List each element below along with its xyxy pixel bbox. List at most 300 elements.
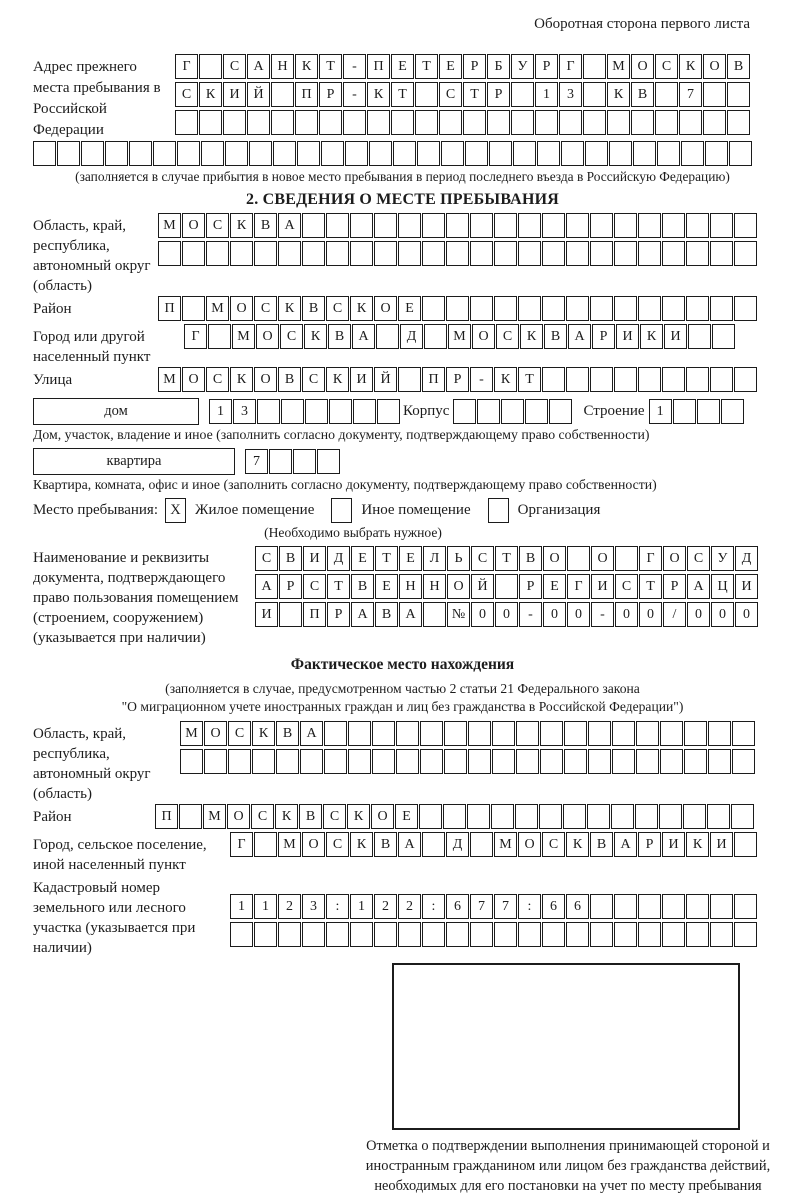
form-cell[interactable]: - — [343, 82, 366, 107]
form-cell[interactable] — [271, 110, 294, 135]
form-cell[interactable]: М — [206, 296, 229, 321]
form-cell[interactable] — [590, 367, 613, 392]
form-cell[interactable]: Д — [327, 546, 350, 571]
form-cell[interactable] — [540, 721, 563, 746]
form-cell[interactable]: - — [343, 54, 366, 79]
form-cell[interactable]: Ь — [447, 546, 470, 571]
form-cell[interactable]: Р — [319, 82, 342, 107]
form-cell[interactable]: С — [228, 721, 251, 746]
form-cell[interactable]: Р — [519, 574, 542, 599]
form-cell[interactable]: А — [614, 832, 637, 857]
form-cell[interactable] — [415, 82, 438, 107]
form-cell[interactable]: С — [175, 82, 198, 107]
form-cell[interactable] — [398, 367, 421, 392]
form-cell[interactable] — [105, 141, 128, 166]
form-cell[interactable] — [559, 110, 582, 135]
form-cell[interactable]: Т — [375, 546, 398, 571]
form-cell[interactable] — [655, 82, 678, 107]
form-cell[interactable]: Р — [279, 574, 302, 599]
form-cell[interactable] — [230, 241, 253, 266]
form-cell[interactable]: В — [328, 324, 351, 349]
form-cell[interactable]: О — [703, 54, 726, 79]
form-cell[interactable] — [708, 749, 731, 774]
form-cell[interactable]: Н — [399, 574, 422, 599]
form-cell[interactable]: С — [302, 367, 325, 392]
form-cell[interactable] — [614, 894, 637, 919]
form-cell[interactable]: В — [351, 574, 374, 599]
form-cell[interactable] — [686, 296, 709, 321]
form-cell[interactable] — [345, 141, 368, 166]
form-cell[interactable] — [727, 110, 750, 135]
form-cell[interactable] — [249, 141, 272, 166]
form-cell[interactable]: 2 — [278, 894, 301, 919]
form-cell[interactable]: В — [375, 602, 398, 627]
form-cell[interactable] — [684, 721, 707, 746]
form-cell[interactable] — [353, 399, 376, 424]
form-cell[interactable]: Ц — [711, 574, 734, 599]
form-cell[interactable] — [614, 296, 637, 321]
form-cell[interactable]: С — [251, 804, 274, 829]
form-cell[interactable]: М — [158, 367, 181, 392]
form-cell[interactable]: 6 — [566, 894, 589, 919]
form-cell[interactable] — [470, 922, 493, 947]
form-cell[interactable]: О — [182, 213, 205, 238]
form-cell[interactable]: И — [255, 602, 278, 627]
form-cell[interactable] — [518, 922, 541, 947]
form-cell[interactable]: Е — [439, 54, 462, 79]
form-cell[interactable]: В — [254, 213, 277, 238]
form-cell[interactable] — [515, 804, 538, 829]
form-cell[interactable]: С — [254, 296, 277, 321]
form-cell[interactable] — [660, 721, 683, 746]
form-cell[interactable]: Е — [391, 54, 414, 79]
form-cell[interactable] — [377, 399, 400, 424]
form-cell[interactable] — [686, 922, 709, 947]
form-cell[interactable] — [705, 141, 728, 166]
form-cell[interactable]: С — [471, 546, 494, 571]
form-cell[interactable] — [374, 922, 397, 947]
form-cell[interactable] — [273, 141, 296, 166]
form-cell[interactable] — [662, 296, 685, 321]
form-cell[interactable] — [614, 367, 637, 392]
form-cell[interactable]: Т — [518, 367, 541, 392]
form-cell[interactable]: О — [230, 296, 253, 321]
form-cell[interactable] — [566, 213, 589, 238]
form-cell[interactable]: 2 — [398, 894, 421, 919]
form-cell[interactable] — [588, 721, 611, 746]
form-cell[interactable] — [494, 213, 517, 238]
form-cell[interactable]: О — [543, 546, 566, 571]
form-cell[interactable] — [422, 296, 445, 321]
form-cell[interactable]: В — [276, 721, 299, 746]
form-cell[interactable] — [660, 749, 683, 774]
form-cell[interactable]: В — [299, 804, 322, 829]
form-cell[interactable]: О — [518, 832, 541, 857]
form-cell[interactable]: 1 — [535, 82, 558, 107]
form-cell[interactable] — [731, 804, 754, 829]
form-cell[interactable] — [495, 574, 518, 599]
form-cell[interactable] — [326, 241, 349, 266]
form-cell[interactable]: Р — [663, 574, 686, 599]
form-cell[interactable] — [446, 922, 469, 947]
form-cell[interactable] — [518, 296, 541, 321]
form-cell[interactable] — [566, 367, 589, 392]
form-cell[interactable] — [179, 804, 202, 829]
form-cell[interactable]: А — [351, 602, 374, 627]
form-cell[interactable]: О — [374, 296, 397, 321]
form-cell[interactable]: С — [687, 546, 710, 571]
form-cell[interactable]: В — [279, 546, 302, 571]
form-cell[interactable] — [317, 449, 340, 474]
form-cell[interactable] — [686, 894, 709, 919]
form-cell[interactable]: К — [566, 832, 589, 857]
form-cell[interactable] — [615, 546, 638, 571]
form-cell[interactable] — [707, 804, 730, 829]
form-cell[interactable]: : — [422, 894, 445, 919]
form-cell[interactable] — [199, 54, 222, 79]
form-cell[interactable]: М — [180, 721, 203, 746]
form-cell[interactable]: К — [350, 832, 373, 857]
form-cell[interactable] — [441, 141, 464, 166]
form-cell[interactable] — [590, 922, 613, 947]
form-cell[interactable]: В — [374, 832, 397, 857]
form-cell[interactable]: В — [727, 54, 750, 79]
form-cell[interactable]: Р — [592, 324, 615, 349]
form-cell[interactable]: Й — [374, 367, 397, 392]
form-cell[interactable] — [467, 804, 490, 829]
form-cell[interactable]: Е — [398, 296, 421, 321]
form-cell[interactable]: Д — [446, 832, 469, 857]
form-cell[interactable]: О — [256, 324, 279, 349]
form-cell[interactable]: М — [607, 54, 630, 79]
form-cell[interactable]: Т — [495, 546, 518, 571]
form-cell[interactable]: К — [326, 367, 349, 392]
form-cell[interactable] — [539, 804, 562, 829]
form-cell[interactable]: С — [326, 832, 349, 857]
form-cell[interactable]: - — [591, 602, 614, 627]
form-cell[interactable] — [201, 141, 224, 166]
form-cell[interactable]: Е — [351, 546, 374, 571]
form-cell[interactable] — [492, 721, 515, 746]
form-cell[interactable]: Й — [471, 574, 494, 599]
form-cell[interactable]: Д — [400, 324, 423, 349]
form-cell[interactable] — [492, 749, 515, 774]
form-cell[interactable] — [468, 749, 491, 774]
form-cell[interactable] — [487, 110, 510, 135]
form-cell[interactable] — [638, 894, 661, 919]
form-cell[interactable] — [422, 832, 445, 857]
form-cell[interactable] — [278, 922, 301, 947]
form-cell[interactable] — [564, 721, 587, 746]
form-cell[interactable]: 2 — [374, 894, 397, 919]
form-cell[interactable] — [638, 241, 661, 266]
form-cell[interactable] — [257, 399, 280, 424]
form-cell[interactable]: И — [616, 324, 639, 349]
form-cell[interactable]: М — [278, 832, 301, 857]
form-cell[interactable] — [319, 110, 342, 135]
form-cell[interactable]: Р — [463, 54, 486, 79]
form-cell[interactable]: : — [518, 894, 541, 919]
form-cell[interactable]: П — [158, 296, 181, 321]
form-cell[interactable]: К — [278, 296, 301, 321]
form-cell[interactable]: К — [304, 324, 327, 349]
form-cell[interactable] — [697, 399, 720, 424]
form-cell[interactable]: К — [295, 54, 318, 79]
form-cell[interactable] — [295, 110, 318, 135]
form-cell[interactable]: 1 — [230, 894, 253, 919]
form-cell[interactable] — [583, 54, 606, 79]
form-cell[interactable] — [278, 241, 301, 266]
form-cell[interactable] — [609, 141, 632, 166]
form-cell[interactable]: М — [494, 832, 517, 857]
form-cell[interactable] — [516, 749, 539, 774]
form-cell[interactable] — [657, 141, 680, 166]
form-cell[interactable] — [182, 296, 205, 321]
form-cell[interactable] — [638, 296, 661, 321]
form-cell[interactable]: Т — [639, 574, 662, 599]
form-cell[interactable]: С — [323, 804, 346, 829]
form-cell[interactable]: М — [448, 324, 471, 349]
form-cell[interactable] — [158, 241, 181, 266]
form-cell[interactable] — [129, 141, 152, 166]
form-cell[interactable]: Г — [639, 546, 662, 571]
form-cell[interactable] — [638, 213, 661, 238]
form-cell[interactable]: А — [300, 721, 323, 746]
form-cell[interactable]: С — [496, 324, 519, 349]
form-cell[interactable] — [542, 213, 565, 238]
form-cell[interactable]: Н — [271, 54, 294, 79]
form-cell[interactable]: К — [230, 213, 253, 238]
form-cell[interactable] — [444, 721, 467, 746]
form-cell[interactable] — [465, 141, 488, 166]
form-cell[interactable]: А — [352, 324, 375, 349]
form-cell[interactable] — [177, 141, 200, 166]
form-cell[interactable]: О — [447, 574, 470, 599]
form-cell[interactable] — [324, 721, 347, 746]
form-cell[interactable] — [686, 367, 709, 392]
form-cell[interactable]: Т — [463, 82, 486, 107]
form-cell[interactable] — [662, 241, 685, 266]
form-cell[interactable] — [367, 110, 390, 135]
form-cell[interactable] — [583, 110, 606, 135]
form-cell[interactable] — [206, 241, 229, 266]
form-cell[interactable] — [734, 367, 757, 392]
form-cell[interactable]: С — [615, 574, 638, 599]
form-cell[interactable] — [703, 82, 726, 107]
form-cell[interactable]: Г — [184, 324, 207, 349]
form-cell[interactable]: П — [295, 82, 318, 107]
form-cell[interactable]: К — [350, 296, 373, 321]
form-cell[interactable] — [252, 749, 275, 774]
form-cell[interactable] — [376, 324, 399, 349]
form-cell[interactable] — [633, 141, 656, 166]
form-cell[interactable] — [297, 141, 320, 166]
form-cell[interactable] — [712, 324, 735, 349]
form-cell[interactable]: П — [422, 367, 445, 392]
form-cell[interactable]: Е — [395, 804, 418, 829]
form-cell[interactable] — [470, 832, 493, 857]
form-cell[interactable]: Т — [327, 574, 350, 599]
form-cell[interactable]: О — [591, 546, 614, 571]
form-cell[interactable] — [305, 399, 328, 424]
form-cell[interactable]: 3 — [559, 82, 582, 107]
form-cell[interactable]: И — [350, 367, 373, 392]
form-cell[interactable] — [372, 749, 395, 774]
form-cell[interactable]: О — [302, 832, 325, 857]
form-cell[interactable] — [734, 213, 757, 238]
form-cell[interactable]: № — [447, 602, 470, 627]
form-cell[interactable] — [542, 296, 565, 321]
form-cell[interactable] — [662, 367, 685, 392]
form-cell[interactable] — [398, 922, 421, 947]
form-cell[interactable] — [443, 804, 466, 829]
form-cell[interactable] — [681, 141, 704, 166]
form-cell[interactable] — [662, 922, 685, 947]
form-cell[interactable]: Д — [735, 546, 758, 571]
form-cell[interactable]: О — [227, 804, 250, 829]
form-cell[interactable] — [708, 721, 731, 746]
form-cell[interactable]: У — [511, 54, 534, 79]
form-cell[interactable] — [326, 922, 349, 947]
form-cell[interactable]: С — [326, 296, 349, 321]
form-cell[interactable] — [612, 749, 635, 774]
form-cell[interactable]: Б — [487, 54, 510, 79]
form-cell[interactable]: В — [519, 546, 542, 571]
form-cell[interactable] — [494, 241, 517, 266]
form-cell[interactable]: 0 — [687, 602, 710, 627]
form-cell[interactable]: Р — [487, 82, 510, 107]
form-cell[interactable]: В — [278, 367, 301, 392]
form-cell[interactable]: А — [398, 832, 421, 857]
form-cell[interactable]: / — [663, 602, 686, 627]
form-cell[interactable]: С — [255, 546, 278, 571]
form-cell[interactable] — [398, 241, 421, 266]
form-cell[interactable]: К — [367, 82, 390, 107]
form-cell[interactable] — [662, 213, 685, 238]
form-cell[interactable] — [372, 721, 395, 746]
form-cell[interactable]: О — [204, 721, 227, 746]
form-cell[interactable]: С — [206, 367, 229, 392]
form-cell[interactable] — [561, 141, 584, 166]
form-cell[interactable] — [638, 367, 661, 392]
form-cell[interactable] — [590, 213, 613, 238]
form-cell[interactable] — [254, 832, 277, 857]
checkbox-organization[interactable] — [488, 498, 509, 523]
form-cell[interactable] — [585, 141, 608, 166]
form-cell[interactable]: - — [470, 367, 493, 392]
form-cell[interactable] — [590, 241, 613, 266]
form-cell[interactable]: Р — [535, 54, 558, 79]
form-cell[interactable] — [683, 804, 706, 829]
form-cell[interactable]: П — [303, 602, 326, 627]
form-cell[interactable] — [710, 296, 733, 321]
form-cell[interactable]: И — [710, 832, 733, 857]
form-cell[interactable] — [631, 110, 654, 135]
form-cell[interactable] — [564, 749, 587, 774]
form-cell[interactable]: В — [544, 324, 567, 349]
form-cell[interactable]: С — [280, 324, 303, 349]
form-cell[interactable]: П — [367, 54, 390, 79]
form-cell[interactable]: Е — [375, 574, 398, 599]
form-cell[interactable]: 7 — [470, 894, 493, 919]
form-cell[interactable] — [662, 894, 685, 919]
form-cell[interactable] — [511, 110, 534, 135]
form-cell[interactable] — [324, 749, 347, 774]
form-cell[interactable] — [688, 324, 711, 349]
form-cell[interactable] — [590, 894, 613, 919]
form-cell[interactable]: И — [735, 574, 758, 599]
form-cell[interactable] — [302, 213, 325, 238]
form-cell[interactable] — [727, 82, 750, 107]
form-cell[interactable]: М — [203, 804, 226, 829]
form-cell[interactable]: В — [631, 82, 654, 107]
form-cell[interactable] — [446, 296, 469, 321]
form-cell[interactable]: С — [439, 82, 462, 107]
form-cell[interactable]: А — [568, 324, 591, 349]
form-cell[interactable] — [348, 721, 371, 746]
form-cell[interactable] — [710, 213, 733, 238]
form-cell[interactable] — [470, 296, 493, 321]
form-cell[interactable]: Н — [423, 574, 446, 599]
form-cell[interactable]: К — [686, 832, 709, 857]
form-cell[interactable] — [477, 399, 500, 424]
form-cell[interactable]: Г — [567, 574, 590, 599]
form-cell[interactable] — [590, 296, 613, 321]
form-cell[interactable] — [549, 399, 572, 424]
form-cell[interactable] — [422, 241, 445, 266]
form-cell[interactable]: 0 — [735, 602, 758, 627]
form-cell[interactable] — [511, 82, 534, 107]
form-cell[interactable] — [494, 296, 517, 321]
form-cell[interactable]: Т — [319, 54, 342, 79]
form-cell[interactable] — [734, 241, 757, 266]
form-cell[interactable]: В — [302, 296, 325, 321]
form-cell[interactable] — [393, 141, 416, 166]
form-cell[interactable] — [180, 749, 203, 774]
form-cell[interactable] — [422, 922, 445, 947]
form-cell[interactable]: 1 — [649, 399, 672, 424]
form-cell[interactable]: Е — [399, 546, 422, 571]
form-cell[interactable]: С — [303, 574, 326, 599]
form-cell[interactable] — [489, 141, 512, 166]
form-cell[interactable] — [583, 82, 606, 107]
form-cell[interactable]: У — [711, 546, 734, 571]
form-cell[interactable] — [501, 399, 524, 424]
form-cell[interactable]: - — [519, 602, 542, 627]
form-cell[interactable] — [276, 749, 299, 774]
form-cell[interactable] — [175, 110, 198, 135]
form-cell[interactable]: А — [278, 213, 301, 238]
form-cell[interactable] — [343, 110, 366, 135]
form-cell[interactable] — [614, 213, 637, 238]
form-cell[interactable] — [635, 804, 658, 829]
form-cell[interactable]: Р — [327, 602, 350, 627]
form-cell[interactable]: 3 — [233, 399, 256, 424]
form-cell[interactable]: : — [326, 894, 349, 919]
form-cell[interactable]: А — [255, 574, 278, 599]
form-cell[interactable] — [396, 749, 419, 774]
form-cell[interactable]: И — [303, 546, 326, 571]
form-cell[interactable] — [420, 749, 443, 774]
form-cell[interactable] — [374, 241, 397, 266]
form-cell[interactable] — [732, 749, 755, 774]
form-cell[interactable] — [566, 241, 589, 266]
form-cell[interactable] — [439, 110, 462, 135]
form-cell[interactable] — [566, 922, 589, 947]
form-cell[interactable]: П — [155, 804, 178, 829]
form-cell[interactable] — [734, 894, 757, 919]
form-cell[interactable]: И — [223, 82, 246, 107]
